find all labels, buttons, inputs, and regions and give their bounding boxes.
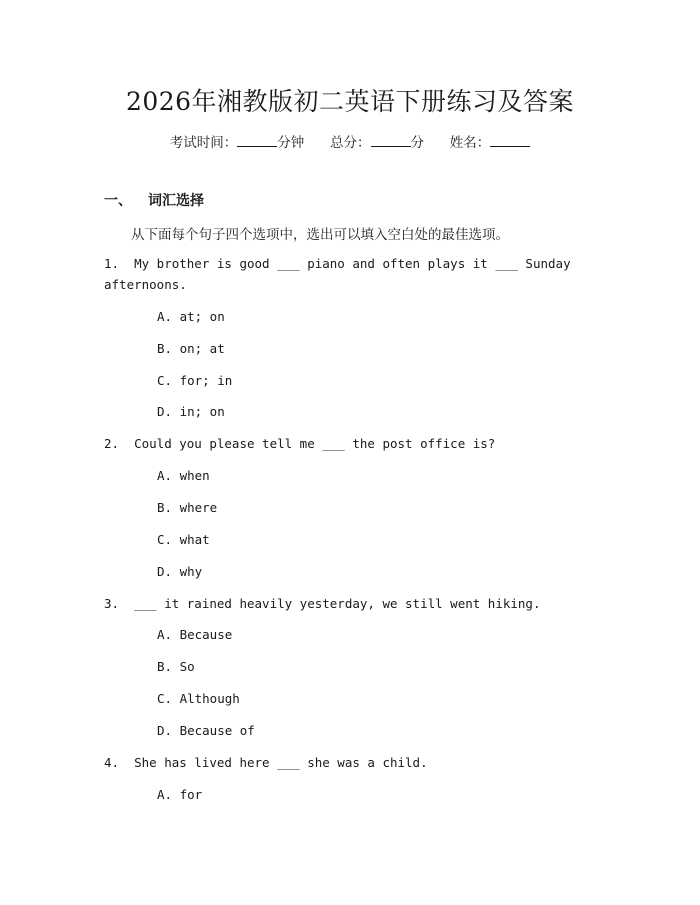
question-2-option-c: C. what	[157, 532, 210, 547]
question-3-option-d: D. Because of	[157, 723, 255, 738]
question-4: 4. She has lived here ___ she was a child.	[104, 755, 428, 770]
question-1-option-b: B. on; at	[157, 341, 225, 356]
question-2-option-b: B. where	[157, 500, 218, 515]
question-1-option-d: D. in; on	[157, 404, 225, 419]
question-3: 3. ___ it rained heavily yesterday, we still went hiking.	[104, 596, 541, 611]
time-label: 考试时间：	[169, 135, 238, 151]
page-title: 2026年湘教版初二英语下册练习及答案	[125, 87, 575, 116]
score-blank	[371, 134, 411, 147]
score-suffix: 分	[410, 135, 424, 151]
question-1-option-c: C. for; in	[157, 373, 233, 388]
name-blank	[490, 134, 530, 147]
score-label: 总分：	[330, 135, 371, 151]
section-heading	[104, 190, 204, 210]
question-2: 2. Could you please tell me ___ the post office is?	[104, 436, 496, 451]
time-suffix: 分钟	[277, 135, 305, 151]
question-2-option-d: D. why	[157, 564, 203, 579]
question-2-option-a: A. when	[157, 468, 210, 483]
section-number: 一、	[104, 193, 132, 209]
question-1-option-a: A. at; on	[157, 309, 225, 324]
exam-meta-line	[0, 131, 700, 151]
question-3-option-a: A. Because	[157, 627, 233, 642]
question-3-option-b: B. So	[157, 659, 195, 674]
question-1: 1. My brother is good ___ piano and often plays it ___ Sunday afternoons.	[104, 256, 579, 292]
section-instruction: 从下面每个句子四个选项中，选出可以填入空白处的最佳选项。	[131, 227, 509, 243]
section-title: 词汇选择	[148, 193, 204, 209]
question-3-option-c: C. Although	[157, 691, 240, 706]
name-label: 姓名：	[449, 135, 491, 151]
question-4-option-a: A. for	[157, 787, 203, 802]
time-blank	[237, 134, 277, 147]
